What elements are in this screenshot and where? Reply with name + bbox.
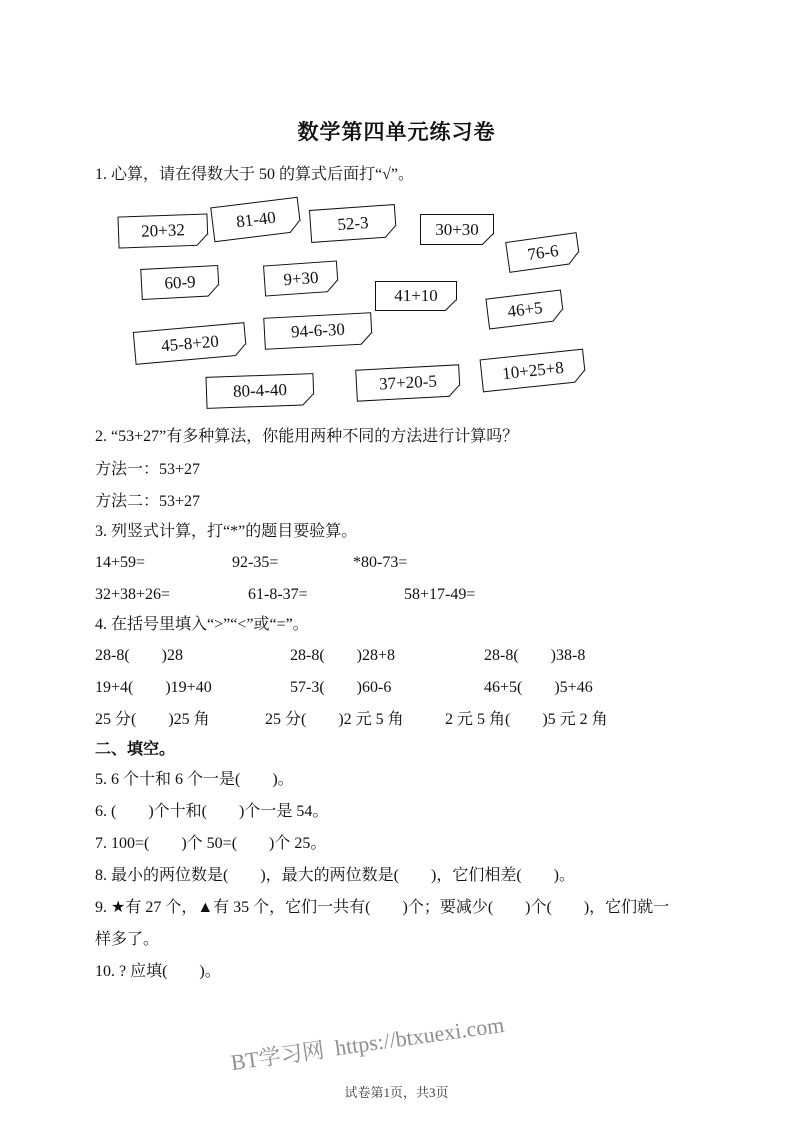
question-2-label: 2. “53+27”有多种算法，你能用两种不同的方法进行计算吗？ (95, 428, 519, 445)
fill-item-9-line-2: 样多了。 (95, 931, 160, 948)
expression-text: 45-8+20 (160, 331, 220, 355)
fill-item-7: 7. 100=( )个 50=( )个 25。 (95, 835, 327, 852)
fill-item-10: 10. ? 应填( )。 (95, 963, 221, 980)
expression-text: 60-9 (163, 271, 197, 293)
expression-text: 30+30 (435, 219, 479, 239)
calc-item: 58+17-49= (404, 586, 476, 603)
fill-item-8: 8. 最小的两位数是( )，最大的两位数是( )，它们相差( )。 (95, 867, 575, 884)
folded-corner-icon (482, 234, 504, 256)
folded-corner-icon (208, 285, 230, 307)
compare-item: 25 分( )25 角 (95, 711, 210, 728)
fill-item-6: 6. ( )个十和( )个一是 54。 (95, 803, 329, 820)
expression-card (117, 213, 208, 248)
calc-item: 32+38+26= (95, 586, 171, 603)
expression-card (420, 214, 494, 245)
folded-corner-icon (445, 300, 467, 322)
compare-item: 46+5( )5+46 (484, 679, 593, 696)
folded-corner-icon (385, 226, 407, 248)
folded-corner-icon (361, 333, 383, 355)
expression-card (210, 197, 302, 242)
expression-text: 76-6 (526, 240, 560, 264)
expression-text: 20+32 (140, 220, 186, 241)
expression-text: 52-3 (336, 212, 370, 234)
question-1-label: 1. 心算，请在得数大于 50 的算式后面打“√”。 (95, 166, 414, 183)
expression-card (263, 260, 339, 296)
folded-corner-icon (574, 370, 596, 392)
expression-text: 9+30 (282, 267, 320, 289)
expression-card (140, 265, 220, 300)
compare-item: 28-8( )28 (95, 647, 183, 664)
compare-item: 2 元 5 角( )5 元 2 角 (445, 711, 608, 728)
calc-item: 92-35= (232, 554, 279, 571)
expression-card (505, 232, 581, 273)
expression-card (205, 373, 314, 409)
expression-card (355, 364, 461, 401)
folded-corner-icon (235, 344, 257, 366)
page-number-info: 试卷第1页，共3页 (344, 1085, 449, 1100)
expression-text: 46+5 (506, 297, 544, 321)
compare-item: 19+4( )19+40 (95, 679, 212, 696)
calc-item: *80-73= (353, 554, 408, 571)
expression-text: 80-4-40 (232, 380, 288, 401)
expression-text: 94-6-30 (290, 319, 346, 342)
folded-corner-icon (327, 280, 349, 302)
expression-text: 37+20-5 (378, 371, 438, 394)
question-4-label: 4. 在括号里填入“>”“<”或“=”。 (95, 616, 309, 633)
expression-card (133, 322, 247, 365)
expression-text: 81-40 (235, 207, 277, 231)
folded-corner-icon (553, 309, 575, 331)
calc-item: 14+59= (95, 554, 146, 571)
fill-item-5: 5. 6 个十和 6 个一是( )。 (95, 771, 294, 788)
q2-method-1: 方法一：53+27 (95, 461, 201, 478)
folded-corner-icon (290, 220, 312, 242)
expression-card (309, 204, 397, 243)
expression-card (375, 281, 457, 311)
expression-card (263, 312, 373, 350)
calc-item: 61-8-37= (248, 586, 308, 603)
site-watermark: BT学习网 https://btxuexi.com (229, 1011, 506, 1076)
section-2-title: 二、填空。 (95, 741, 176, 758)
compare-item: 57-3( )60-6 (290, 679, 392, 696)
fill-item-9-line-1: 9. ★有 27 个，▲有 35 个，它们一共有( )个；要减少( )个( )，它们就一 (95, 899, 670, 916)
folded-corner-icon (449, 385, 471, 407)
expression-card (480, 349, 587, 393)
expression-text: 41+10 (394, 286, 438, 305)
expression-text: 10+25+8 (501, 357, 565, 383)
compare-item: 28-8( )38-8 (484, 647, 586, 664)
compare-item: 25 分( )2 元 5 角 (265, 711, 404, 728)
question-3-label: 3. 列竖式计算，打“*”的题目要验算。 (95, 523, 358, 540)
expression-card (485, 289, 564, 329)
page-title: 数学第四单元练习卷 (297, 120, 496, 144)
folded-corner-icon (303, 394, 325, 416)
compare-item: 28-8( )28+8 (290, 647, 396, 664)
folded-corner-icon (569, 252, 591, 274)
q2-method-2: 方法二：53+27 (95, 493, 201, 510)
